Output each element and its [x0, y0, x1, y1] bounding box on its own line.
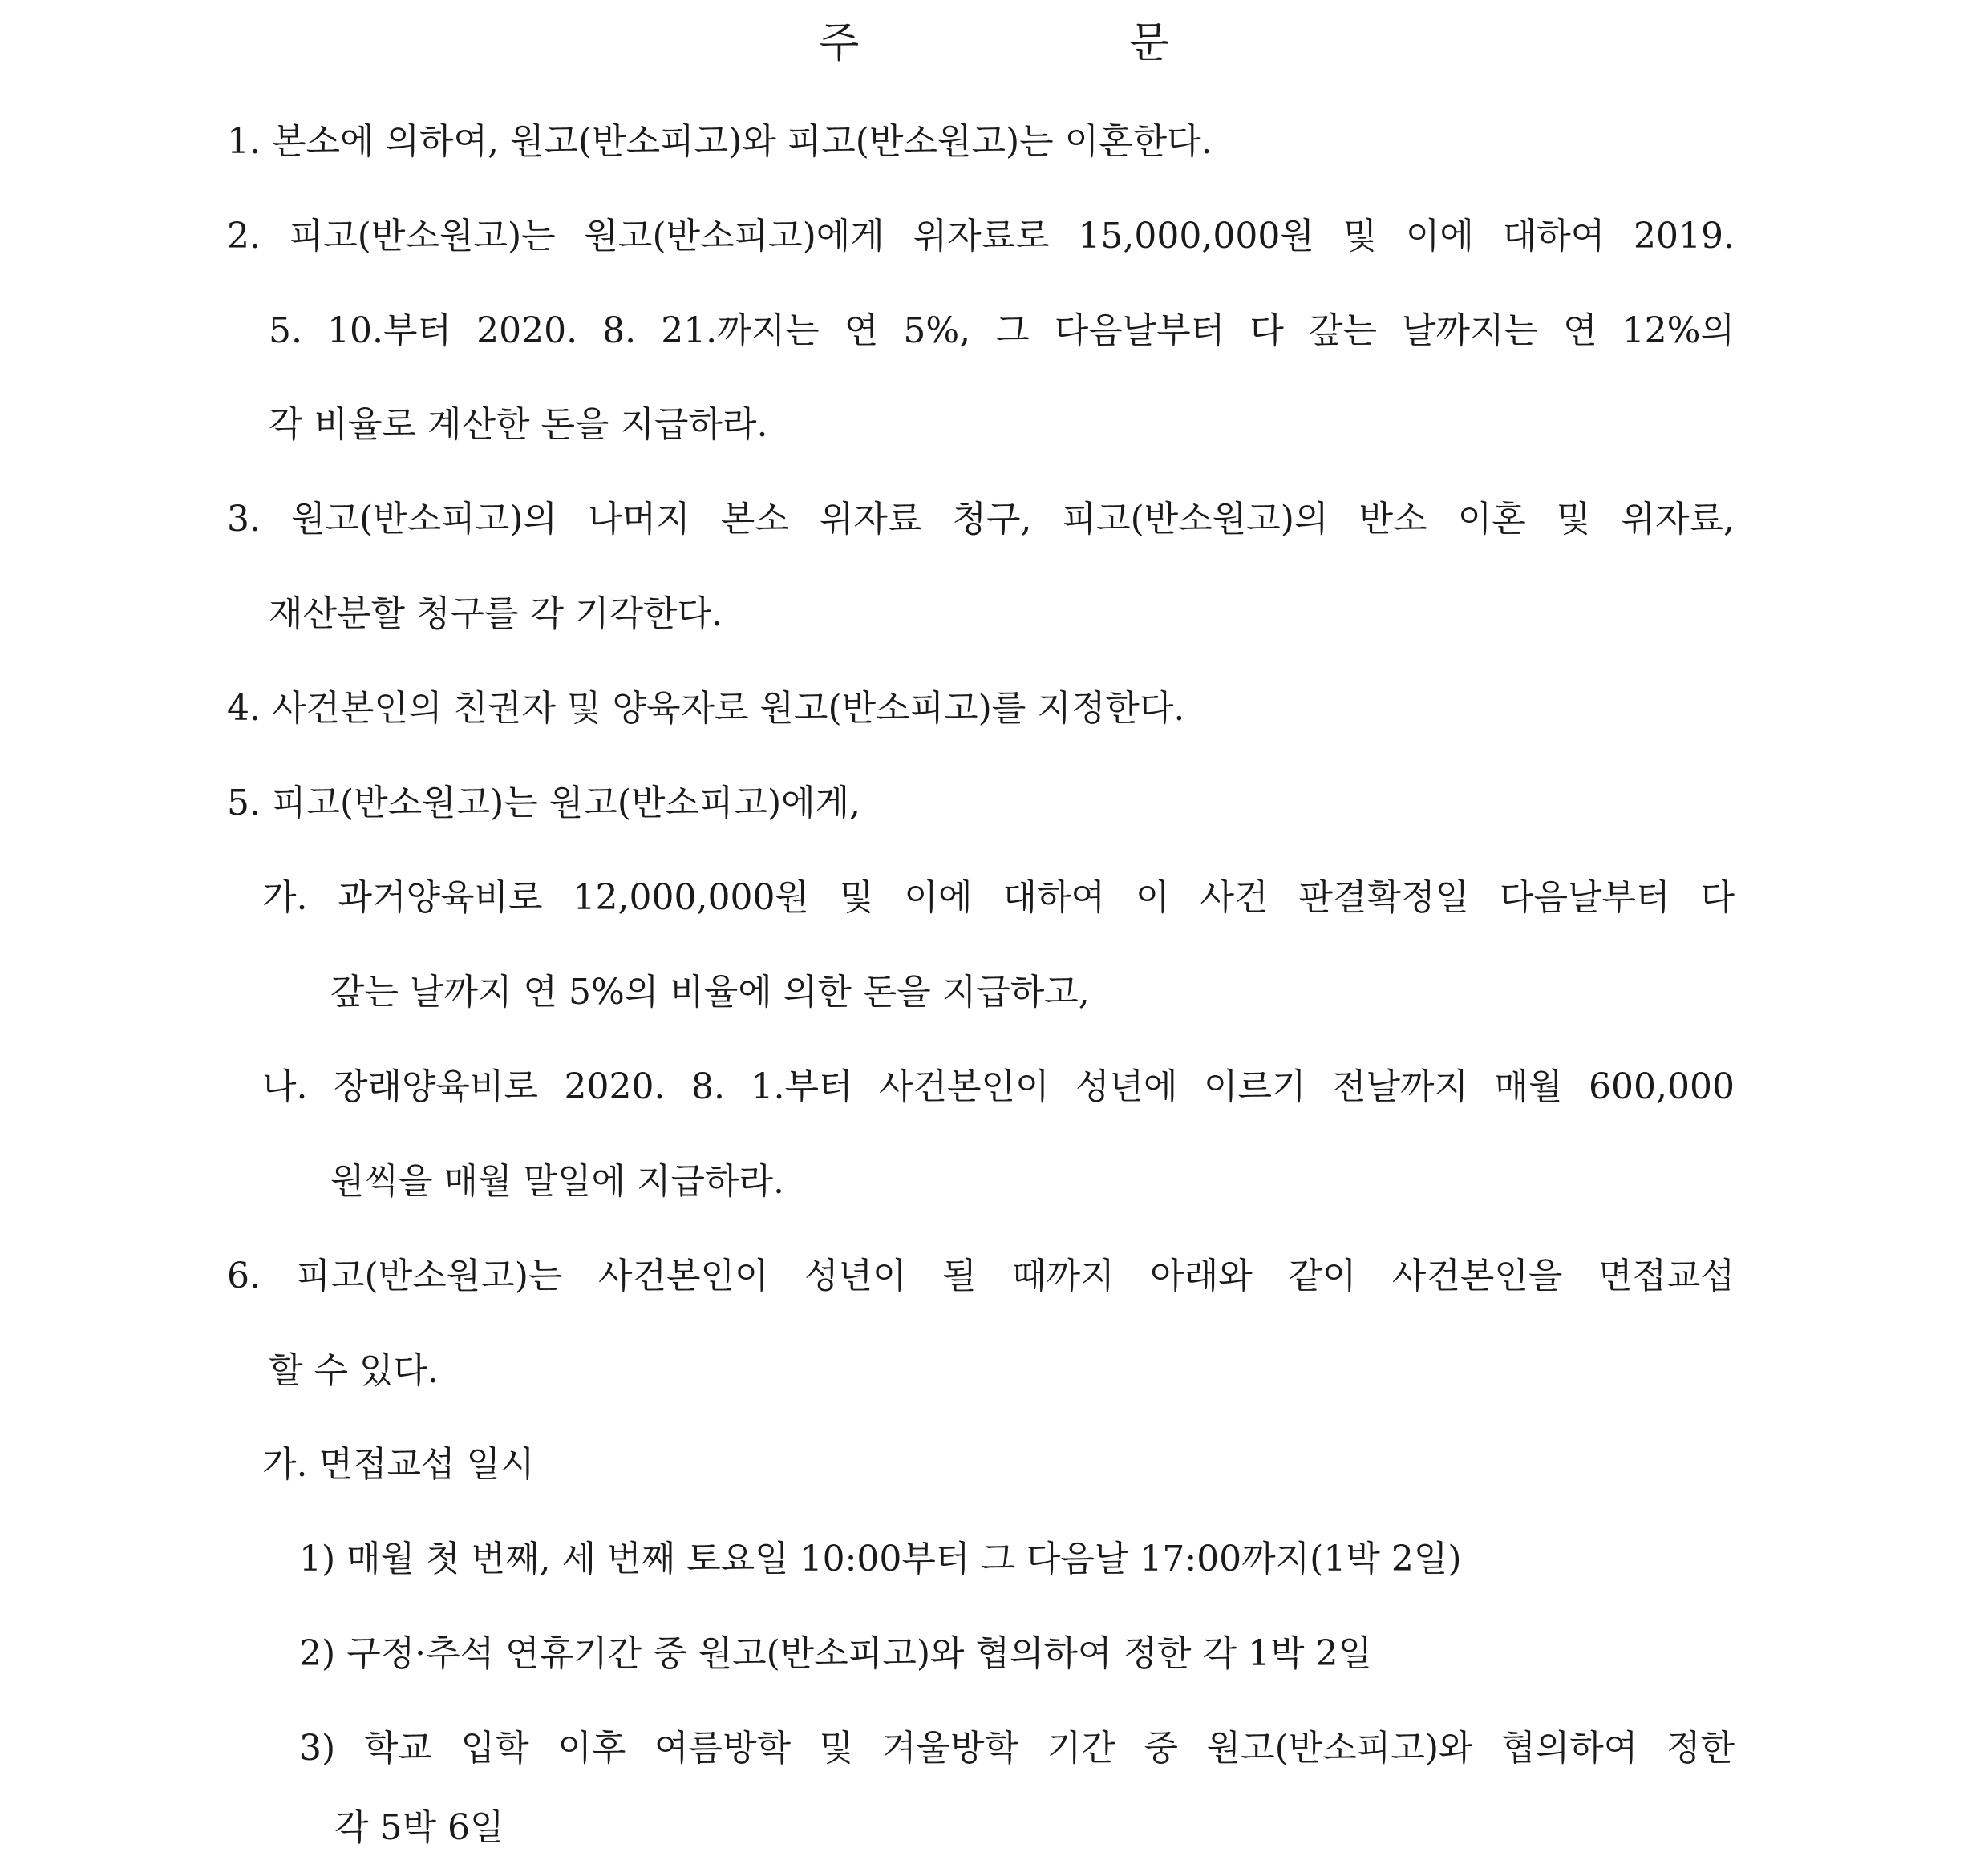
order-item-2-cont-1: 5. 10.부터 2020. 8. 21.까지는 연 5%, 그 다음날부터 다 갚는 날까지는 연 12%의	[269, 310, 1735, 351]
order-item-5-ga-cont: 갚는 날까지 연 5%의 비율에 의한 돈을 지급하고,	[330, 972, 1090, 1013]
order-item-6: 6. 피고(반소원고)는 사건본인이 성년이 될 때까지 아래와 같이 사건본인을 면접교섭	[227, 1256, 1735, 1296]
visitation-schedule-2: 2) 구정·추석 연휴기간 중 원고(반소피고)와 협의하여 정한 각 1박 2일	[299, 1633, 1372, 1674]
visitation-schedule-1: 1) 매월 첫 번째, 세 번째 토요일 10:00부터 그 다음날 17:00까지(1박 2일)	[299, 1539, 1462, 1579]
order-item-2-cont-2: 각 비율로 계산한 돈을 지급하라.	[269, 404, 768, 445]
order-item-3: 3. 원고(반소피고)의 나머지 본소 위자료 청구, 피고(반소원고)의 반소 이혼 및 위자료,	[227, 499, 1735, 540]
order-item-5-ga: 가. 과거양육비로 12,000,000원 및 이에 대하여 이 사건 판결확정일 다음날부터 다	[262, 877, 1735, 918]
visitation-schedule-3-cont: 각 5박 6일	[334, 1807, 504, 1848]
order-item-5-na: 나. 장래양육비로 2020. 8. 1.부터 사건본인이 성년에 이르기 전날까지 매월 600,000	[262, 1066, 1735, 1107]
order-item-3-cont: 재산분할 청구를 각 기각한다.	[269, 593, 723, 634]
visitation-schedule-3: 3) 학교 입학 이후 여름방학 및 겨울방학 기간 중 원고(반소피고)와 협의하여 정한	[299, 1728, 1735, 1769]
order-item-1: 1. 본소에 의하여, 원고(반소피고)와 피고(반소원고)는 이혼한다.	[227, 121, 1213, 162]
order-item-6-ga: 가. 면접교섭 일시	[262, 1444, 535, 1485]
order-item-2: 2. 피고(반소원고)는 원고(반소피고)에게 위자료로 15,000,000원 및 이에 대하여 2019.	[227, 216, 1735, 257]
order-item-4: 4. 사건본인의 친권자 및 양육자로 원고(반소피고)를 지정한다.	[227, 688, 1185, 729]
document-title: 주 문	[819, 19, 1298, 67]
order-item-5-na-cont: 원씩을 매월 말일에 지급하라.	[330, 1161, 784, 1202]
order-item-6-cont: 할 수 있다.	[269, 1350, 439, 1391]
order-item-5: 5. 피고(반소원고)는 원고(반소피고)에게,	[227, 782, 861, 823]
